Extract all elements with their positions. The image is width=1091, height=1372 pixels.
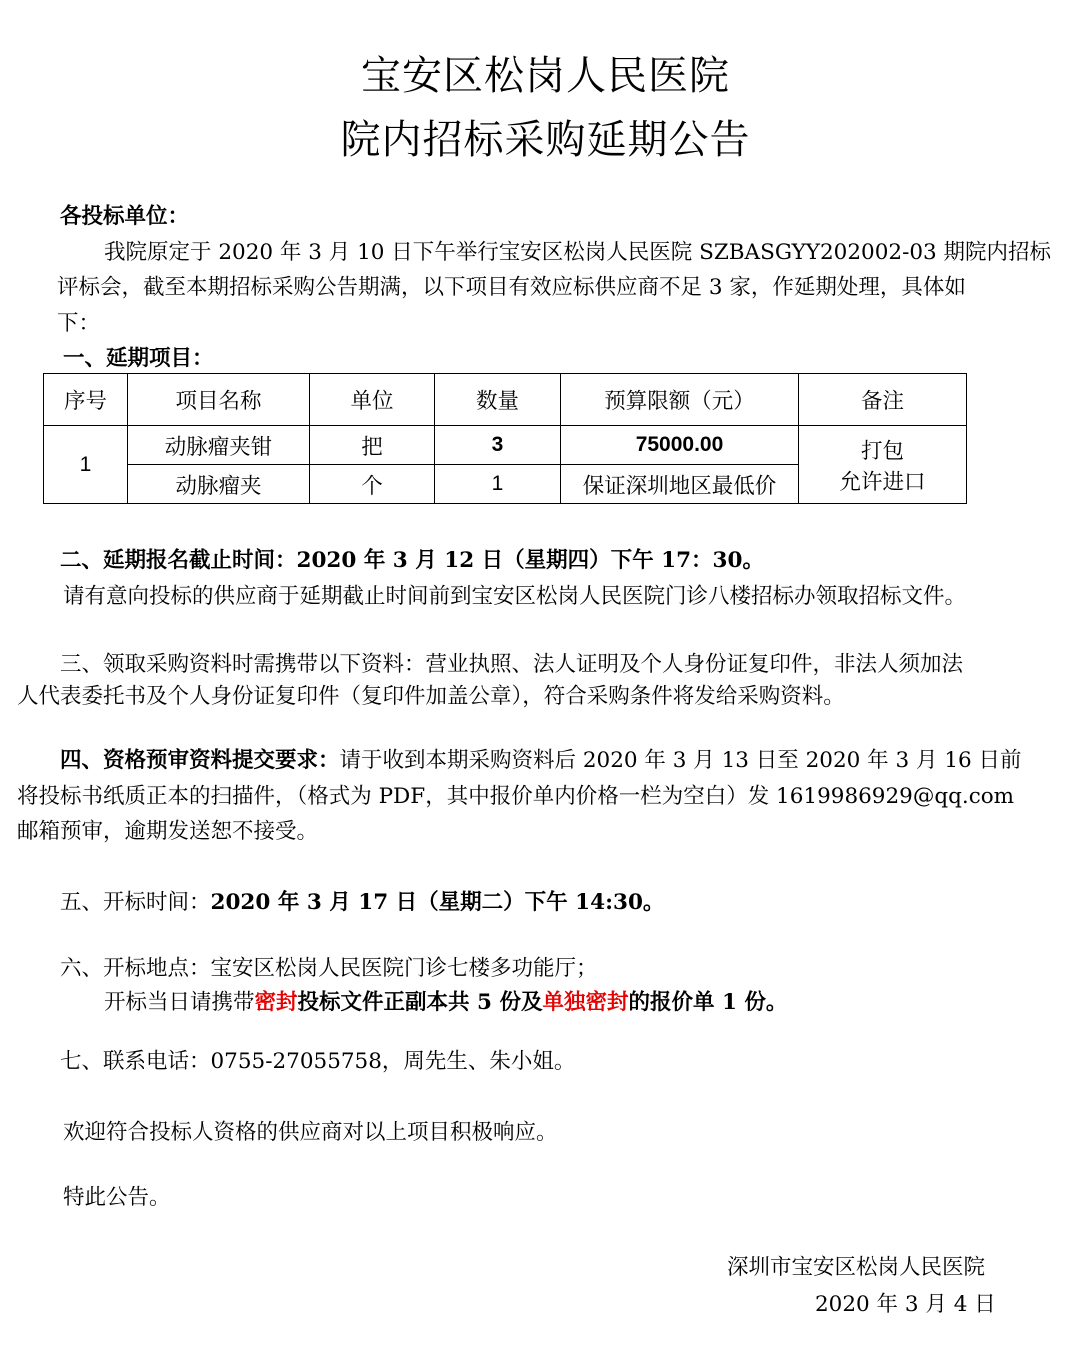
item-name-cell: 动脉瘤夹 bbox=[128, 465, 310, 504]
intro-line-2: 评标会，截至本期招标采购公告期满，以下项目有效应标供应商不足 3 家，作延期处理，具体如 bbox=[57, 275, 966, 300]
section4-line-2: 将投标书纸质正本的扫描件，（格式为 PDF，其中报价单内价格一栏为空白）发 1619986929@qq.com bbox=[17, 784, 1015, 809]
item-name-cell: 动脉瘤夹钳 bbox=[128, 426, 310, 465]
header-cell: 预算限额（元） bbox=[561, 374, 799, 426]
budget-cell: 保证深圳地区最低价 bbox=[561, 465, 799, 504]
closing-welcome: 欢迎符合投标人资格的供应商对以上项目积极响应。 bbox=[63, 1120, 558, 1145]
salutation: 各投标单位： bbox=[60, 204, 190, 229]
hospital-title: 宝安区松岗人民医院 bbox=[361, 53, 730, 99]
header-cell: 单位 bbox=[310, 374, 435, 426]
header-cell: 备注 bbox=[799, 374, 967, 426]
section6-text-b: 投标文件正副本共 5 份及 bbox=[297, 990, 543, 1015]
section7-contact: 七、联系电话：0755-27055758，周先生、朱小姐。 bbox=[60, 1049, 576, 1074]
signature-date: 2020 年 3 月 4 日 bbox=[815, 1292, 996, 1317]
section3-line-1: 三、领取采购资料时需携带以下资料：营业执照、法人证明及个人身份证复印件，非法人须加法 bbox=[60, 652, 964, 677]
remark-line-1: 打包 bbox=[860, 438, 904, 464]
section6-text-c: 的报价单 1 份。 bbox=[628, 990, 788, 1015]
section6-line-1: 六、开标地点：宝安区松岗人民医院门诊七楼多功能厅； bbox=[60, 956, 598, 981]
table-row bbox=[44, 426, 967, 465]
signature-org: 深圳市宝安区松岗人民医院 bbox=[727, 1255, 986, 1280]
unit-cell: 个 bbox=[310, 465, 435, 504]
header-cell: 数量 bbox=[435, 374, 561, 426]
section2-heading: 二、延期报名截止时间：2020 年 3 月 12 日（星期四）下午 17：30。 bbox=[60, 548, 764, 573]
header-cell: 序号 bbox=[44, 374, 128, 426]
section1-heading: 一、延期项目： bbox=[63, 346, 214, 371]
section4-line-1-text: 请于收到本期采购资料后 2020 年 3 月 13 日至 2020 年 3 月 16 日前 bbox=[339, 748, 1022, 773]
section6-text-a: 开标当日请携带 bbox=[104, 990, 255, 1015]
remark-cell bbox=[799, 426, 967, 504]
section6-line-2 bbox=[104, 984, 787, 1021]
unit-cell: 把 bbox=[310, 426, 435, 465]
budget-cell: 75000.00 bbox=[561, 426, 799, 465]
section4-label: 四、资格预审资料提交要求： bbox=[60, 748, 340, 773]
separately-sealed-emphasis: 单独密封 bbox=[542, 990, 629, 1015]
remark-line-2: 允许进口 bbox=[839, 469, 926, 495]
qty-cell: 1 bbox=[435, 465, 561, 504]
section4-line-3: 邮箱预审，逾期发送恕不接受。 bbox=[17, 819, 319, 844]
section5-label: 五、开标时间： bbox=[60, 890, 211, 915]
deferred-items-table bbox=[43, 373, 967, 504]
section2-body: 请有意向投标的供应商于延期截止时间前到宝安区松岗人民医院门诊八楼招标办领取招标文件。 bbox=[63, 584, 967, 609]
section3-line-2: 人代表委托书及个人身份证复印件（复印件加盖公章），符合采购条件将发给采购资料。 bbox=[17, 684, 845, 709]
notice-title: 院内招标采购延期公告 bbox=[340, 117, 751, 163]
header-cell: 项目名称 bbox=[128, 374, 310, 426]
intro-line-1: 我院原定于 2020 年 3 月 10 日下午举行宝安区松岗人民医院 SZBASGYY202002-03 期院内招标 bbox=[104, 240, 1052, 265]
sealed-emphasis: 密封 bbox=[254, 990, 298, 1015]
intro-line-3: 下： bbox=[57, 311, 101, 336]
closing-notice: 特此公告。 bbox=[63, 1185, 171, 1210]
section4-line-1 bbox=[60, 742, 1022, 779]
qty-cell: 3 bbox=[435, 426, 561, 465]
section5-value: 2020 年 3 月 17 日（星期二）下午 14:30。 bbox=[210, 890, 665, 915]
table-header-row bbox=[44, 374, 967, 426]
seq-cell: 1 bbox=[44, 426, 128, 504]
section5 bbox=[60, 884, 664, 921]
